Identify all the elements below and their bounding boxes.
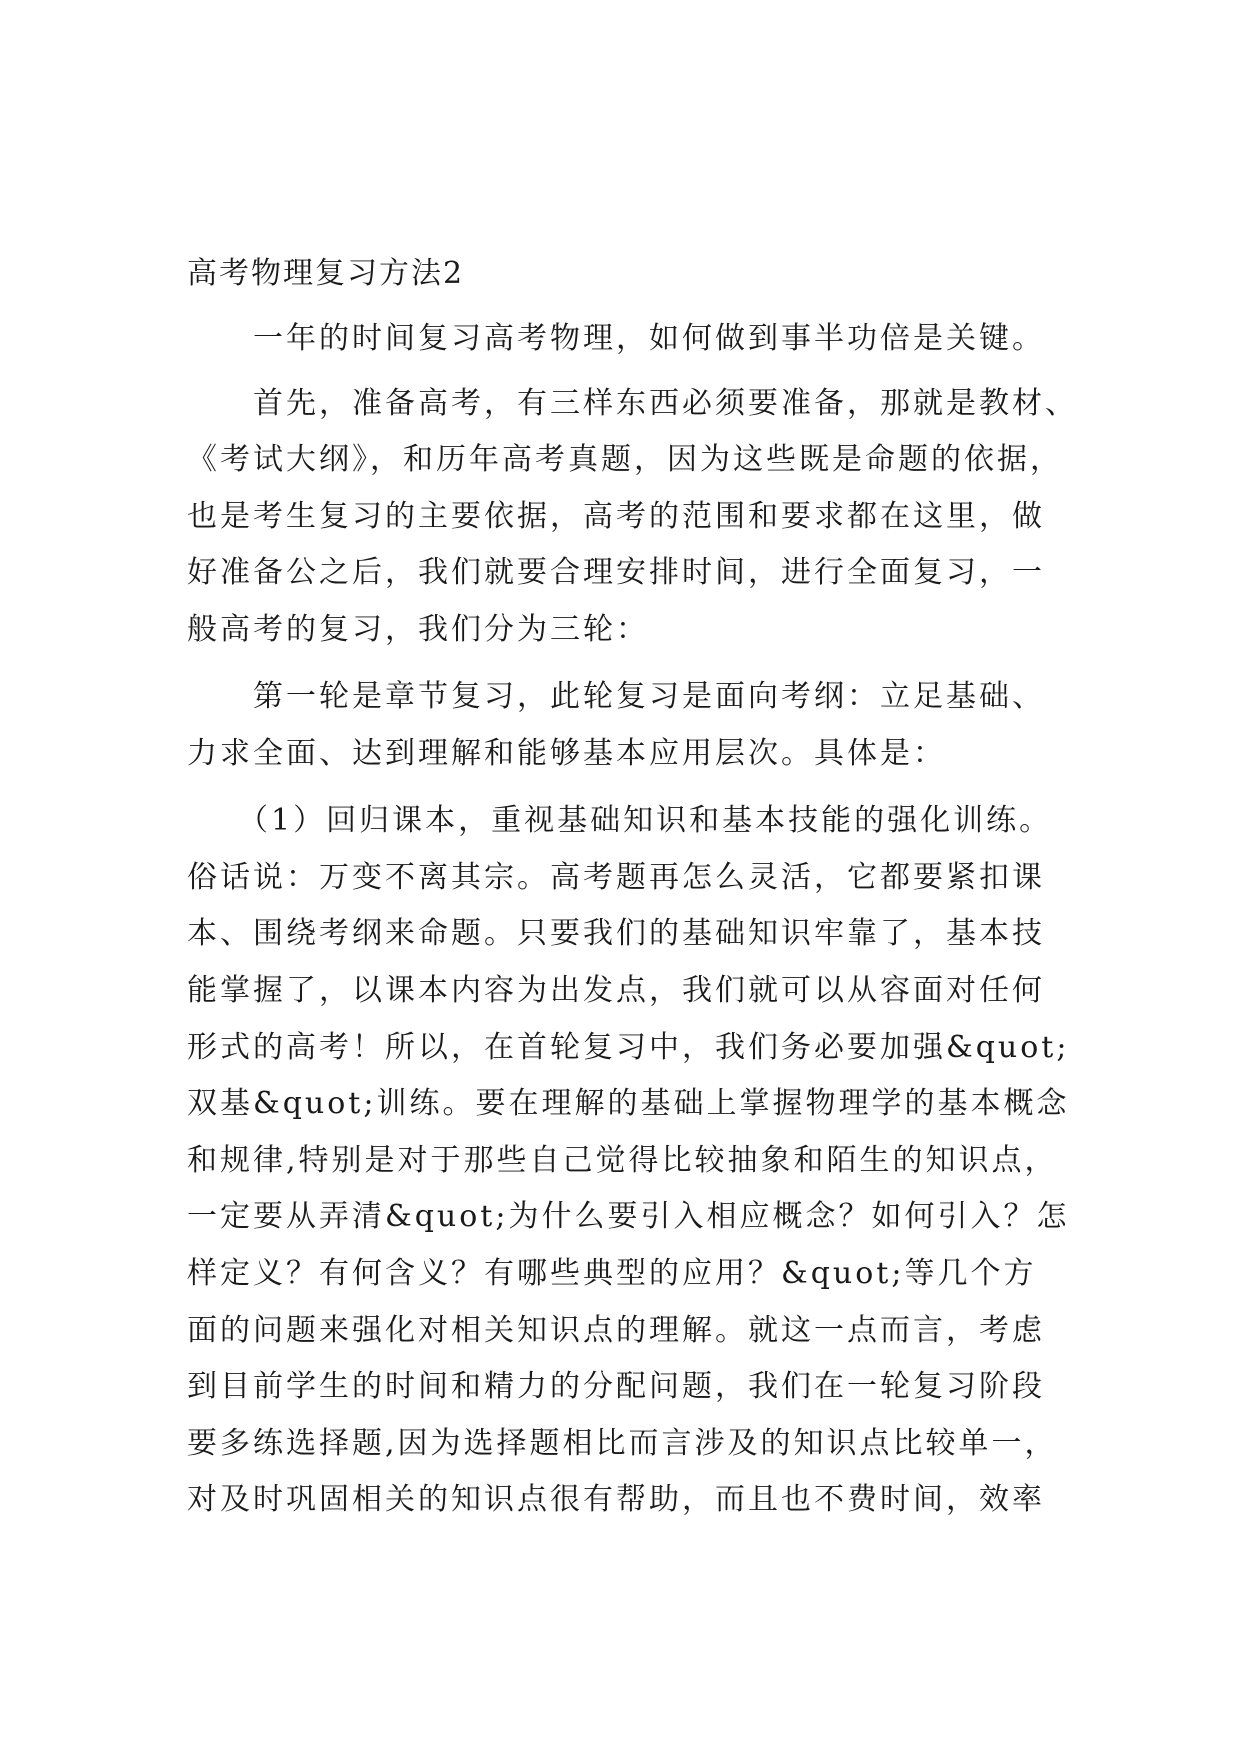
paragraph-line: 形式的高考！所以，在首轮复习中，我们务必要加强&quot;	[187, 1030, 1070, 1065]
paragraph-line: 面的问题来强化对相关知识点的理解。就这一点而言，考虑	[187, 1313, 1045, 1348]
paragraph-line: 要多练选择题,因为选择题相比而言涉及的知识点比较单一，	[187, 1426, 1058, 1461]
paragraph-line: 到目前学生的时间和精力的分配问题，我们在一轮复习阶段	[187, 1369, 1045, 1404]
paragraph-line: 对及时巩固相关的知识点很有帮助，而且也不费时间，效率	[187, 1482, 1045, 1517]
paragraph-line: 样定义？有何含义？有哪些典型的应用？&quot;等几个方	[187, 1256, 1037, 1291]
paragraph-line: 力求全面、达到理解和能够基本应用层次。具体是：	[187, 736, 946, 771]
paragraph-line: 双基&quot;训练。要在理解的基础上掌握物理学的基本概念	[187, 1086, 1070, 1121]
paragraph-line: 一定要从弄清&quot;为什么要引入相应概念？如何引入？怎	[187, 1199, 1070, 1234]
paragraph-line: 也是考生复习的主要依据，高考的范围和要求都在这里，做	[187, 499, 1045, 534]
paragraph-line: 首先，准备高考，有三样东西必须要准备，那就是教材、	[253, 386, 1078, 421]
paragraph-line: 本、围绕考纲来命题。只要我们的基础知识牢靠了，基本技	[187, 916, 1045, 951]
paragraph-line: 俗话说：万变不离其宗。高考题再怎么灵活，它都要紧扣课	[187, 860, 1045, 895]
paragraph-line: （1）回归课本，重视基础知识和基本技能的强化训练。	[238, 803, 1053, 838]
paragraph-line: 第一轮是章节复习，此轮复习是面向考纲：立足基础、	[253, 679, 1045, 714]
paragraph-line: 能掌握了，以课本内容为出发点，我们就可以从容面对任何	[187, 973, 1045, 1008]
paragraph-line: 和规律,特别是对于那些自己觉得比较抽象和陌生的知识点，	[187, 1143, 1058, 1178]
paragraph-line: 般高考的复习，我们分为三轮：	[187, 612, 649, 647]
paragraph-line: 一年的时间复习高考物理，如何做到事半功倍是关键。	[253, 321, 1045, 356]
document-title: 高考物理复习方法2	[187, 256, 465, 291]
paragraph-line: 好准备公之后，我们就要合理安排时间，进行全面复习，一	[187, 555, 1045, 590]
paragraph-line: 《考试大纲》，和历年高考真题，因为这些既是命题的依据，	[187, 442, 1063, 477]
